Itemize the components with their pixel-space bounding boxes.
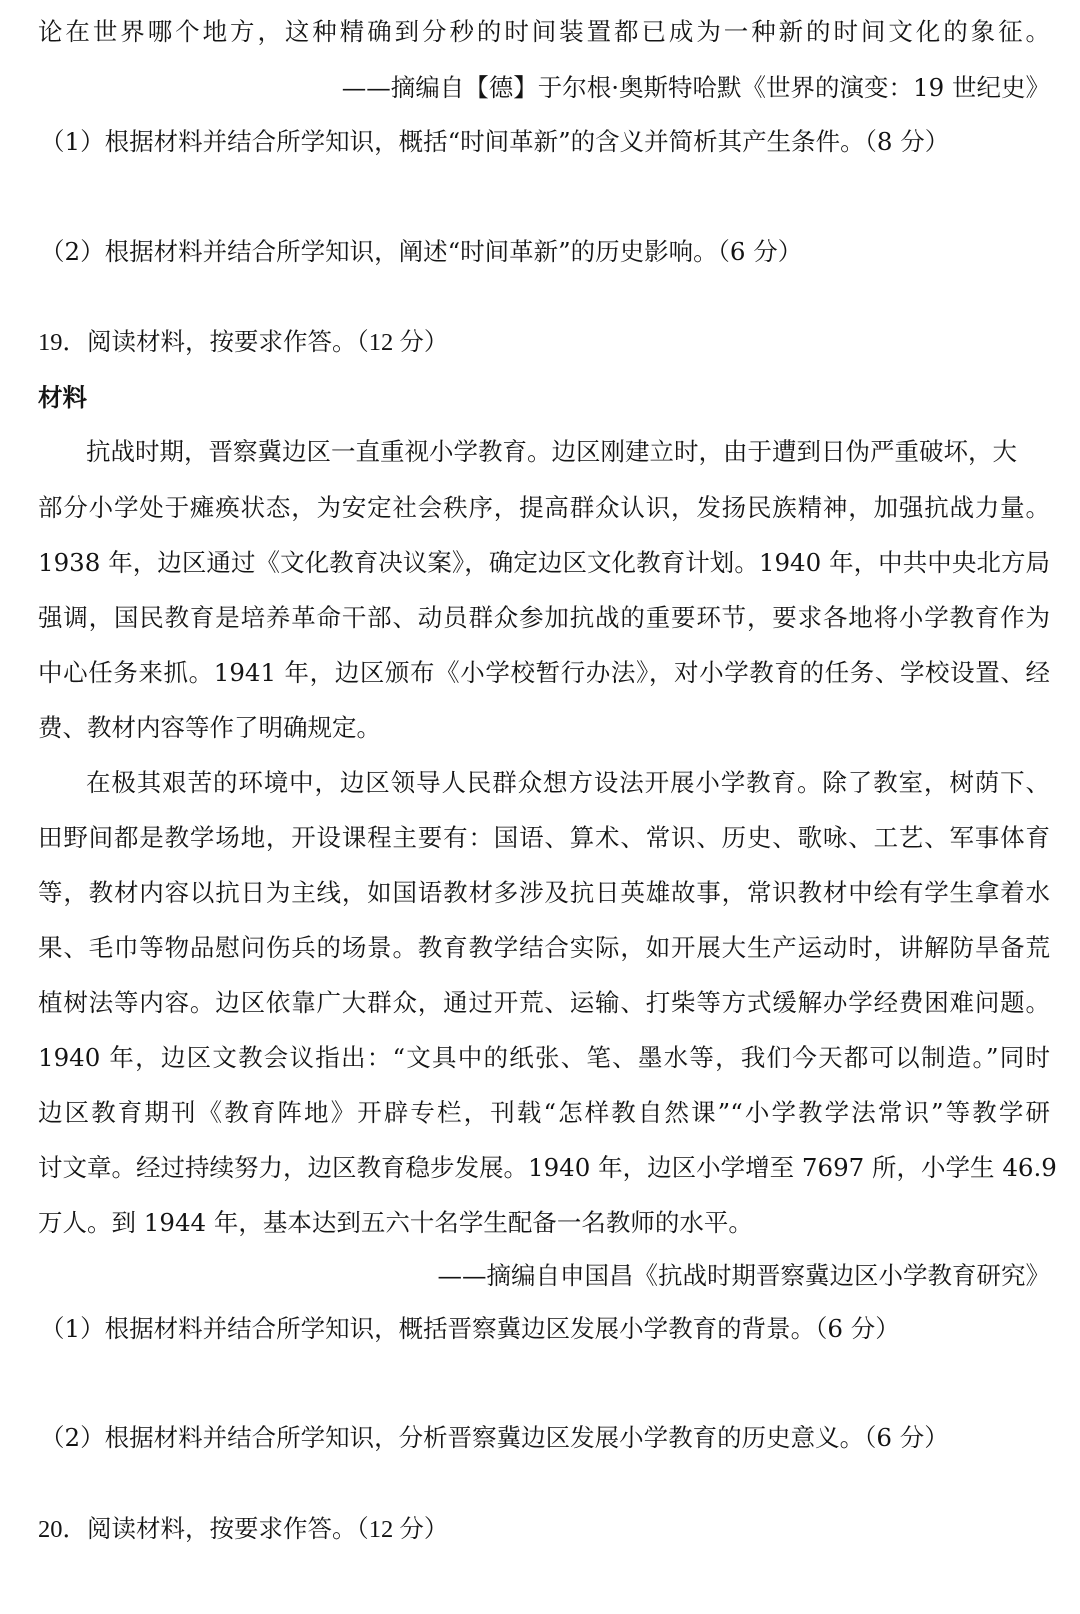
paragraph-1-line: 抗战时期，晋察冀边区一直重视小学教育。边区刚建立时，由于遭到日伪严重破坏，大 [86, 437, 1017, 466]
paragraph-1-line: 费、教材内容等作了明确规定。 [38, 713, 381, 742]
question-19-sub-1: （1）根据材料并结合所学知识，概括晋察冀边区发展小学教育的背景。（6 分） [40, 1314, 900, 1343]
paragraph-1-line: 1938 年，边区通过《文化教育决议案》，确定边区文化教育计划。1940 年，中共中央北方局 [38, 548, 1050, 577]
material-continuation-line: 论在世界哪个地方，这种精确到分秒的时间装置都已成为一种新的时间文化的象征。 [38, 17, 1050, 46]
paragraph-2-line: 1940 年，边区文教会议指出：“文具中的纸张、笔、墨水等，我们今天都可以制造。”同时 [38, 1043, 1050, 1072]
paragraph-1-line: 部分小学处于瘫痪状态，为安定社会秩序，提高群众认识，发扬民族精神，加强抗战力量。 [38, 493, 1050, 522]
question-19-sub-2: （2）根据材料并结合所学知识，分析晋察冀边区发展小学教育的历史意义。（6 分） [40, 1423, 949, 1452]
paragraph-1-line: 中心任务来抓。1941 年，边区颁布《小学校暂行办法》，对小学教育的任务、学校设置、经 [38, 658, 1050, 687]
paragraph-2-line: 等，教材内容以抗日为主线，如国语教材多涉及抗日英雄故事，常识教材中绘有学生拿着水 [38, 878, 1050, 907]
paragraph-2-line: 边区教育期刊《教育阵地》开辟专栏，刊载“怎样教自然课”“小学教学法常识”等教学研 [38, 1098, 1050, 1127]
question-20-heading: 20．阅读材料，按要求作答。（12 分） [38, 1516, 449, 1543]
paragraph-1-line: 强调，国民教育是培养革命干部、动员群众参加抗战的重要环节，要求各地将小学教育作为 [38, 603, 1050, 632]
question-18-sub-1: （1）根据材料并结合所学知识，概括“时间革新”的含义并简析其产生条件。（8 分） [40, 127, 950, 156]
question-18-sub-2: （2）根据材料并结合所学知识，阐述“时间革新”的历史影响。（6 分） [40, 237, 803, 266]
material-source-citation: ——摘编自【德】于尔根·奥斯特哈默《世界的演变：19 世纪史》 [341, 73, 1050, 102]
paragraph-2-line: 在极其艰苦的环境中，边区领导人民群众想方设法开展小学教育。除了教室，树荫下、 [86, 768, 1050, 797]
question-19-heading: 19．阅读材料，按要求作答。（12 分） [38, 329, 449, 356]
material-label: 材料 [38, 383, 87, 412]
paragraph-2-line: 讨文章。经过持续努力，边区教育稳步发展。1940 年，边区小学增至 7697 所，小学生 46.9 [38, 1153, 1057, 1182]
material-source-citation: ——摘编自申国昌《抗战时期晋察冀边区小学教育研究》 [437, 1261, 1050, 1290]
paragraph-2-line: 果、毛巾等物品慰问伤兵的场景。教育教学结合实际，如开展大生产运动时，讲解防旱备荒 [38, 933, 1050, 962]
paragraph-2-line: 植树法等内容。边区依靠广大群众，通过开荒、运输、打柴等方式缓解办学经费困难问题。 [38, 988, 1050, 1017]
paragraph-2-line: 田野间都是教学场地，开设课程主要有：国语、算术、常识、历史、歌咏、工艺、军事体育 [38, 823, 1050, 852]
paragraph-2-line: 万人。到 1944 年，基本达到五六十名学生配备一名教师的水平。 [38, 1208, 753, 1237]
